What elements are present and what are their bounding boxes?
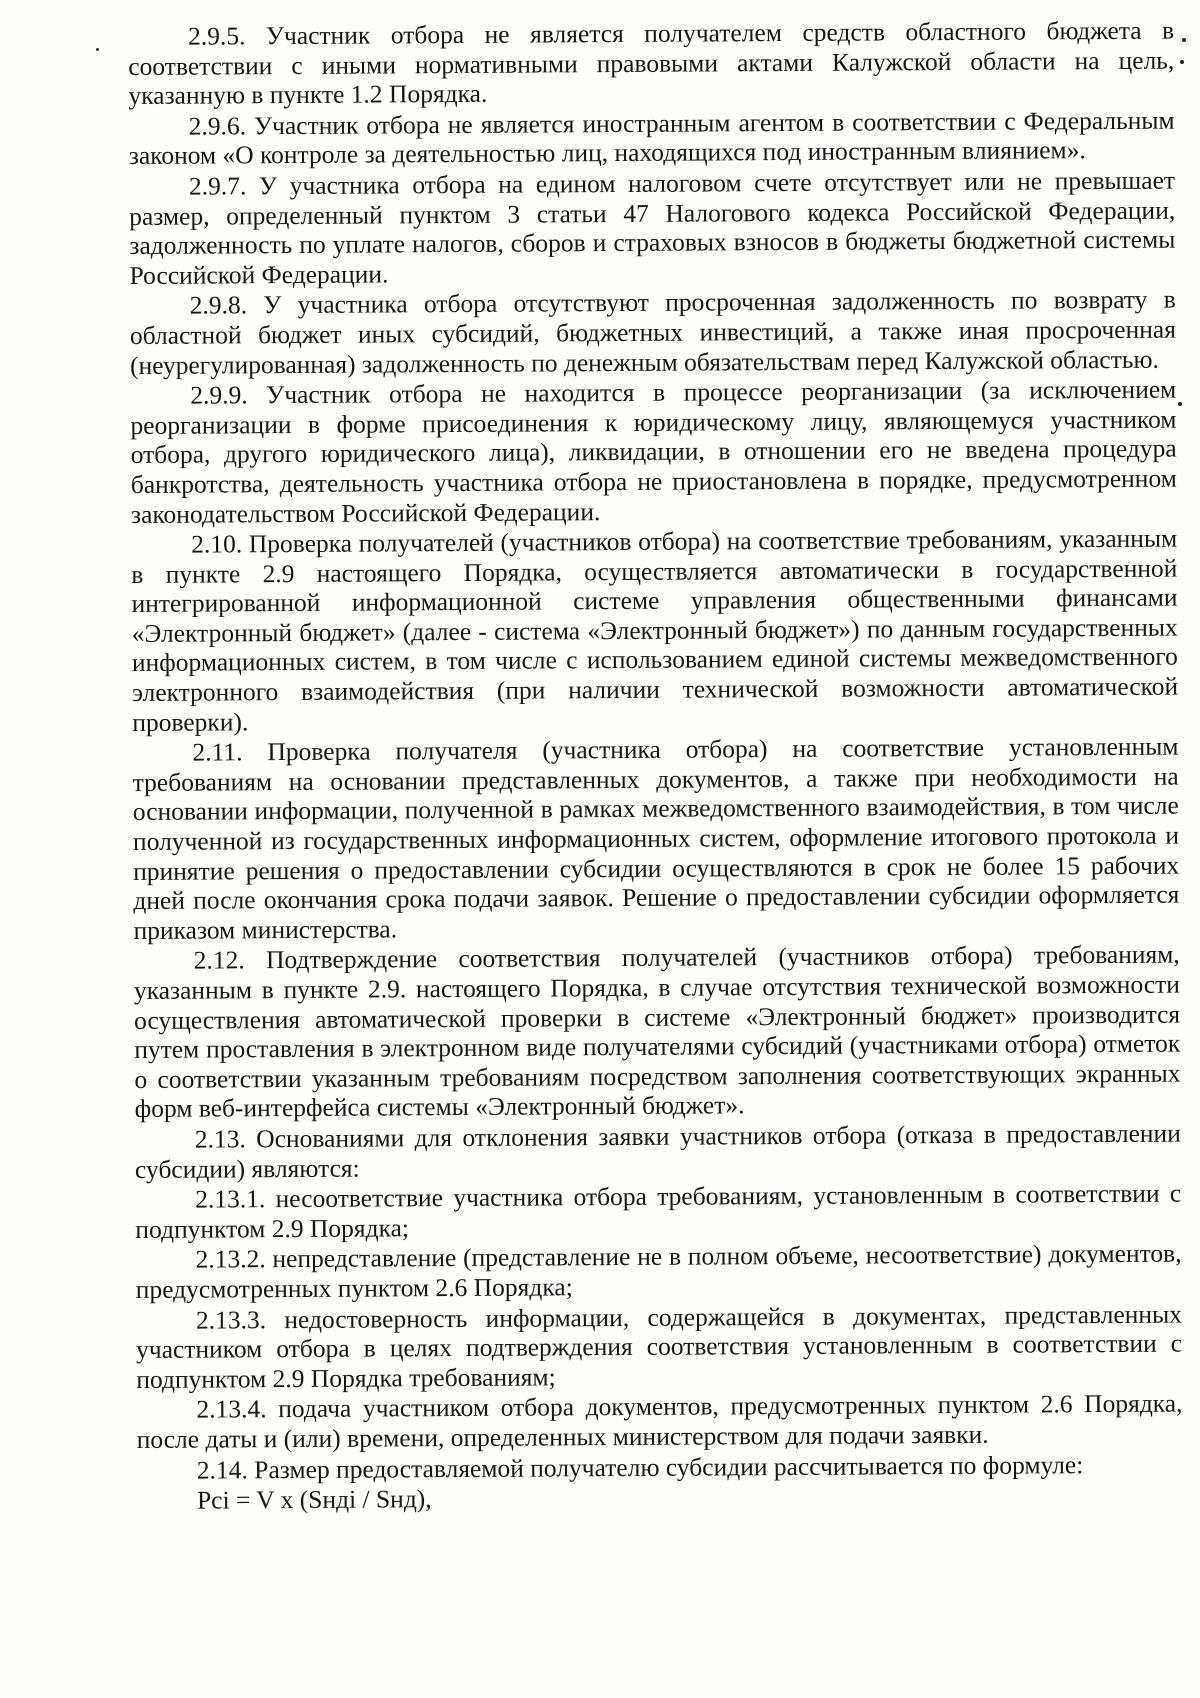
- paragraph-2-13-1: 2.13.1. несоответствие участника отбора требованиям, установленным в соответствии с подпунктом 2.9 Порядка;: [135, 1178, 1182, 1244]
- paragraph-2-9-5: 2.9.5. Участник отбора не является получателем средств областного бюджета в соответствии с иными нормативными правовыми актами Калужской области на цель, указанную в пункте 1.2 Порядка.: [128, 15, 1175, 111]
- paragraph-2-11: 2.11. Проверка получателя (участника отбора) на соответствие установленным требованиям на основании представленных документов, а также при необходимости на основании информации, полученной в рамках межведомственного взаимодействия, в том числе полученной из государственных информационных систем, оформление итогового протокола и принятие решения о предоставлении субсидии осуществляются в срок не более 15 рабочих дней после окончания срока подачи заявок. Решение о предоставлении субсидии оформляется приказом министерства.: [132, 731, 1180, 945]
- paragraph-2-9-7: 2.9.7. У участника отбора на едином налоговом счете отсутствует или не превышает размер, определенный пунктом 3 статьи 47 Налогового кодекса Российской Федерации, задолженность по уплате налогов, сборов и страховых взносов в бюджеты бюджетной системы Российской Федерации.: [129, 165, 1176, 290]
- scan-artifact: [1178, 402, 1182, 406]
- paragraph-2-13-2: 2.13.2. непредставление (представление не в полном объеме, несоответствие) документов, предусмотренных пунктом 2.6 Порядка;: [135, 1238, 1182, 1304]
- paragraph-2-13-3: 2.13.3. недостоверность информации, содержащейся в документах, представленных участником отбора в целях подтверждения соответствия установленным в соответствии с подпунктом 2.9 Порядка требованиям;: [136, 1299, 1183, 1394]
- paragraph-2-14: 2.14. Размер предоставляемой получателю субсидии рассчитывается по формуле:: [196, 1449, 1084, 1485]
- paragraph-2-13: 2.13. Основаниями для отклонения заявки участников отбора (отказа в предоставлении субсидии) являются:: [134, 1118, 1181, 1184]
- paragraph-2-10: 2.10. Проверка получателей (участников отбора) на соответствие требованиям, указанным в пункте 2.9 настоящего Порядка, осуществляется автоматически в государственной интегрированной информационной системе управления общественными финансами «Электронный бюджет» (далее - система «Электронный бюджет») по данным государственных информационных систем, в том числе с использованием единой системы межведомственного электронного взаимодействия (при наличии технической возможности автоматической проверки).: [131, 523, 1179, 737]
- document-body: [128, 16, 1183, 1517]
- paragraph-2-9-9: 2.9.9. Участник отбора не находится в процессе реорганизации (за исключением реорганизации в форме присоединения к юридическому лицу, являющемуся участником отбора, другого юридического лица), ликвидации, в отношении его не введена процедура банкротства, деятельность участника отбора не приостановлена в порядке, предусмотренном законодательством Российской Федерации.: [130, 374, 1177, 529]
- paragraph-2-13-4: 2.13.4. подача участником отбора документов, предусмотренных пунктом 2.6 Порядка, после даты и (или) времени, определенных министерством для подачи заявки.: [136, 1388, 1183, 1454]
- scan-artifact: [96, 48, 99, 51]
- formula-line: Pci = V x (Sндi / Sнд),: [196, 1484, 432, 1515]
- scan-artifact: [1182, 38, 1186, 42]
- paragraph-2-12: 2.12. Подтверждение соответствия получателей (участников отбора) требованиям, указанным в пункте 2.9. настоящего Порядка, в случае отсутствия технической возможности осуществления автоматической проверки в системе «Электронный бюджет» производится путем проставления в электронном виде получателями субсидий (участниками отбора) отметок о соответствии указанным требованиям посредством заполнения соответствующих экранных форм веб-интерфейса системы «Электронный бюджет».: [133, 939, 1181, 1124]
- paragraph-2-9-6: 2.9.6. Участник отбора не является иностранным агентом в соответствии с Федеральным законом «О контроле за деятельностью лиц, находящихся под иностранным влиянием».: [128, 105, 1175, 171]
- paragraph-2-9-8: 2.9.8. У участника отбора отсутствуют просроченная задолженность по возврату в областной бюджет иных субсидий, бюджетных инвестиций, а также иная просроченная (неурегулированная) задолженность по денежным обязательствам перед Калужской областью.: [129, 284, 1176, 380]
- scan-artifact: [1180, 60, 1184, 64]
